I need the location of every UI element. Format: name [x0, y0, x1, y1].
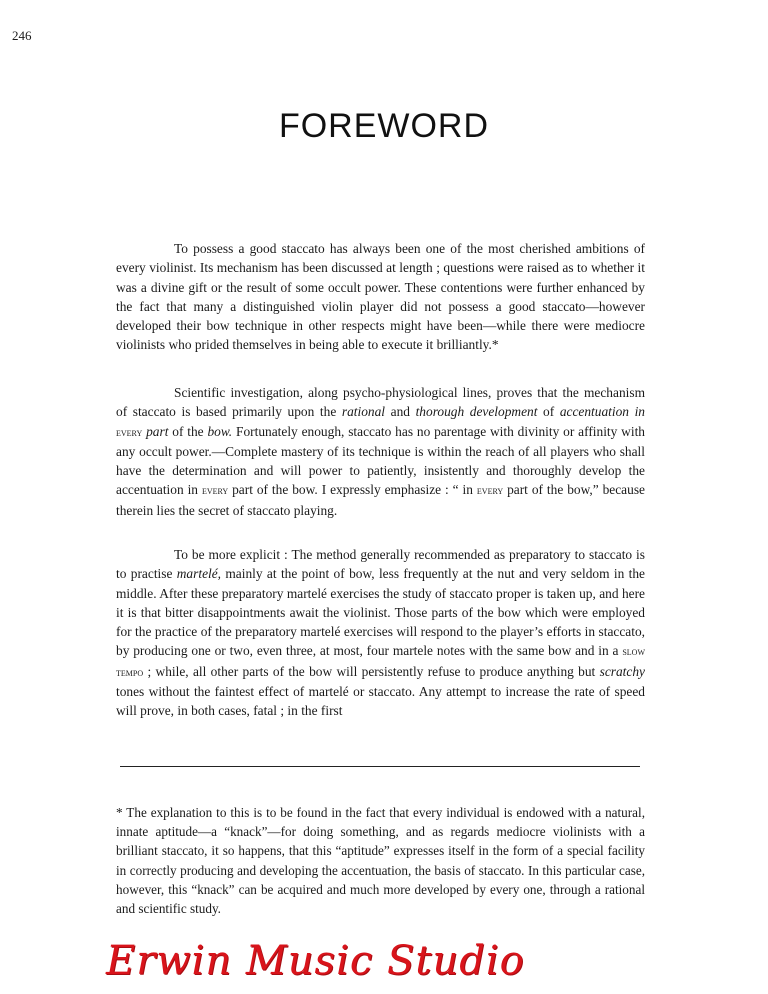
- text-run: of the: [168, 423, 208, 439]
- paragraph-2-text: [116, 383, 645, 520]
- page-title: FOREWORD: [278, 106, 490, 145]
- italic-run: rational: [341, 404, 386, 420]
- paragraph-3-text: [116, 545, 645, 721]
- italic-run: martelé,: [176, 566, 222, 582]
- text-run: Scientific investigation, along psycho-physiological lines, proves that the mechanism of staccato is based primarily upon the: [116, 385, 645, 420]
- italic-run: bow.: [207, 423, 233, 439]
- text-run: tones without the faintest effect of martelé or staccato. Any attempt to increase the rate of speed will prove, in both cases, fatal ; in the first: [116, 684, 645, 719]
- text-run: of: [537, 404, 560, 420]
- footnote-divider: [120, 766, 640, 767]
- paragraph-1: [116, 239, 645, 355]
- italic-run: scratchy: [599, 663, 645, 679]
- paragraph-3: [116, 545, 645, 721]
- text-run: part of the bow,” because therein lies the secret of staccato playing.: [116, 482, 645, 518]
- text-run: mainly at the point of bow, less frequently at the nut and very seldom in the middle. After these preparatory martelé exercises the study of staccato proper is taken up, and here it is that bitter disappointments await the violinist. Those parts of the bow which were employed for the practice of the preparatory martelé exercises will respond to the player’s efforts in staccato, by producing one or two, even three, at most, four martele notes with the same bow and in a: [116, 566, 645, 659]
- text-run: and: [385, 404, 416, 420]
- text-run: Fortunately enough, staccato has no parentage with divinity or affinity with any occult power.—Complete mastery of its technique is within the reach of all players who shall have the determination and will power to patiently, insistently and thoroughly develop the accentuation in: [116, 423, 645, 498]
- text-run: To be more explicit : The method generally recommended as preparatory to staccato is to practise: [116, 547, 645, 582]
- italic-run: thorough development: [415, 404, 538, 420]
- small-caps-run: every: [476, 483, 504, 498]
- small-caps-run: every: [201, 483, 229, 498]
- page-number: 246: [12, 28, 32, 43]
- paragraph-1-text: To possess a good staccato has always been one of the most cherished ambitions of every violinist. Its mechanism has been discussed at length ; questions were raised as to whether it was a divine gift or the result of some occult power. These contentions were further enhanced by the fact that many a distinguished violin player did not possess a good staccato—however developed their bow technique in other respects might have been—while there were mediocre violinists who prided themselves in being able to execute it brilliantly.*: [116, 241, 645, 353]
- paragraph-2: [116, 383, 645, 520]
- italic-run: accentuation in: [559, 404, 645, 420]
- text-run: part of the bow. I expressly emphasize : “ in: [228, 482, 477, 498]
- small-caps-run: every: [116, 424, 143, 439]
- footnote: * The explanation to this is to be found in the fact that every individual is endowed with a natural, innate aptitude—a “knack”—for doing something, and as regards mediocre violinists with a brilliant staccato, it so happens, that this “aptitude” expresses itself in the form of a special facility in correctly producing and developing the accentuation, the basis of staccato. In this particular case, however, this “knack” can be acquired and much more developed by every one, through a rational and scientific study.: [116, 805, 645, 917]
- small-caps-run: slow tempo: [116, 644, 645, 679]
- text-run: ; while, all other parts of the bow will persistently refuse to produce anything but: [143, 663, 600, 679]
- italic-run: part: [146, 423, 169, 439]
- watermark-logo: Erwin Music Studio: [106, 938, 525, 984]
